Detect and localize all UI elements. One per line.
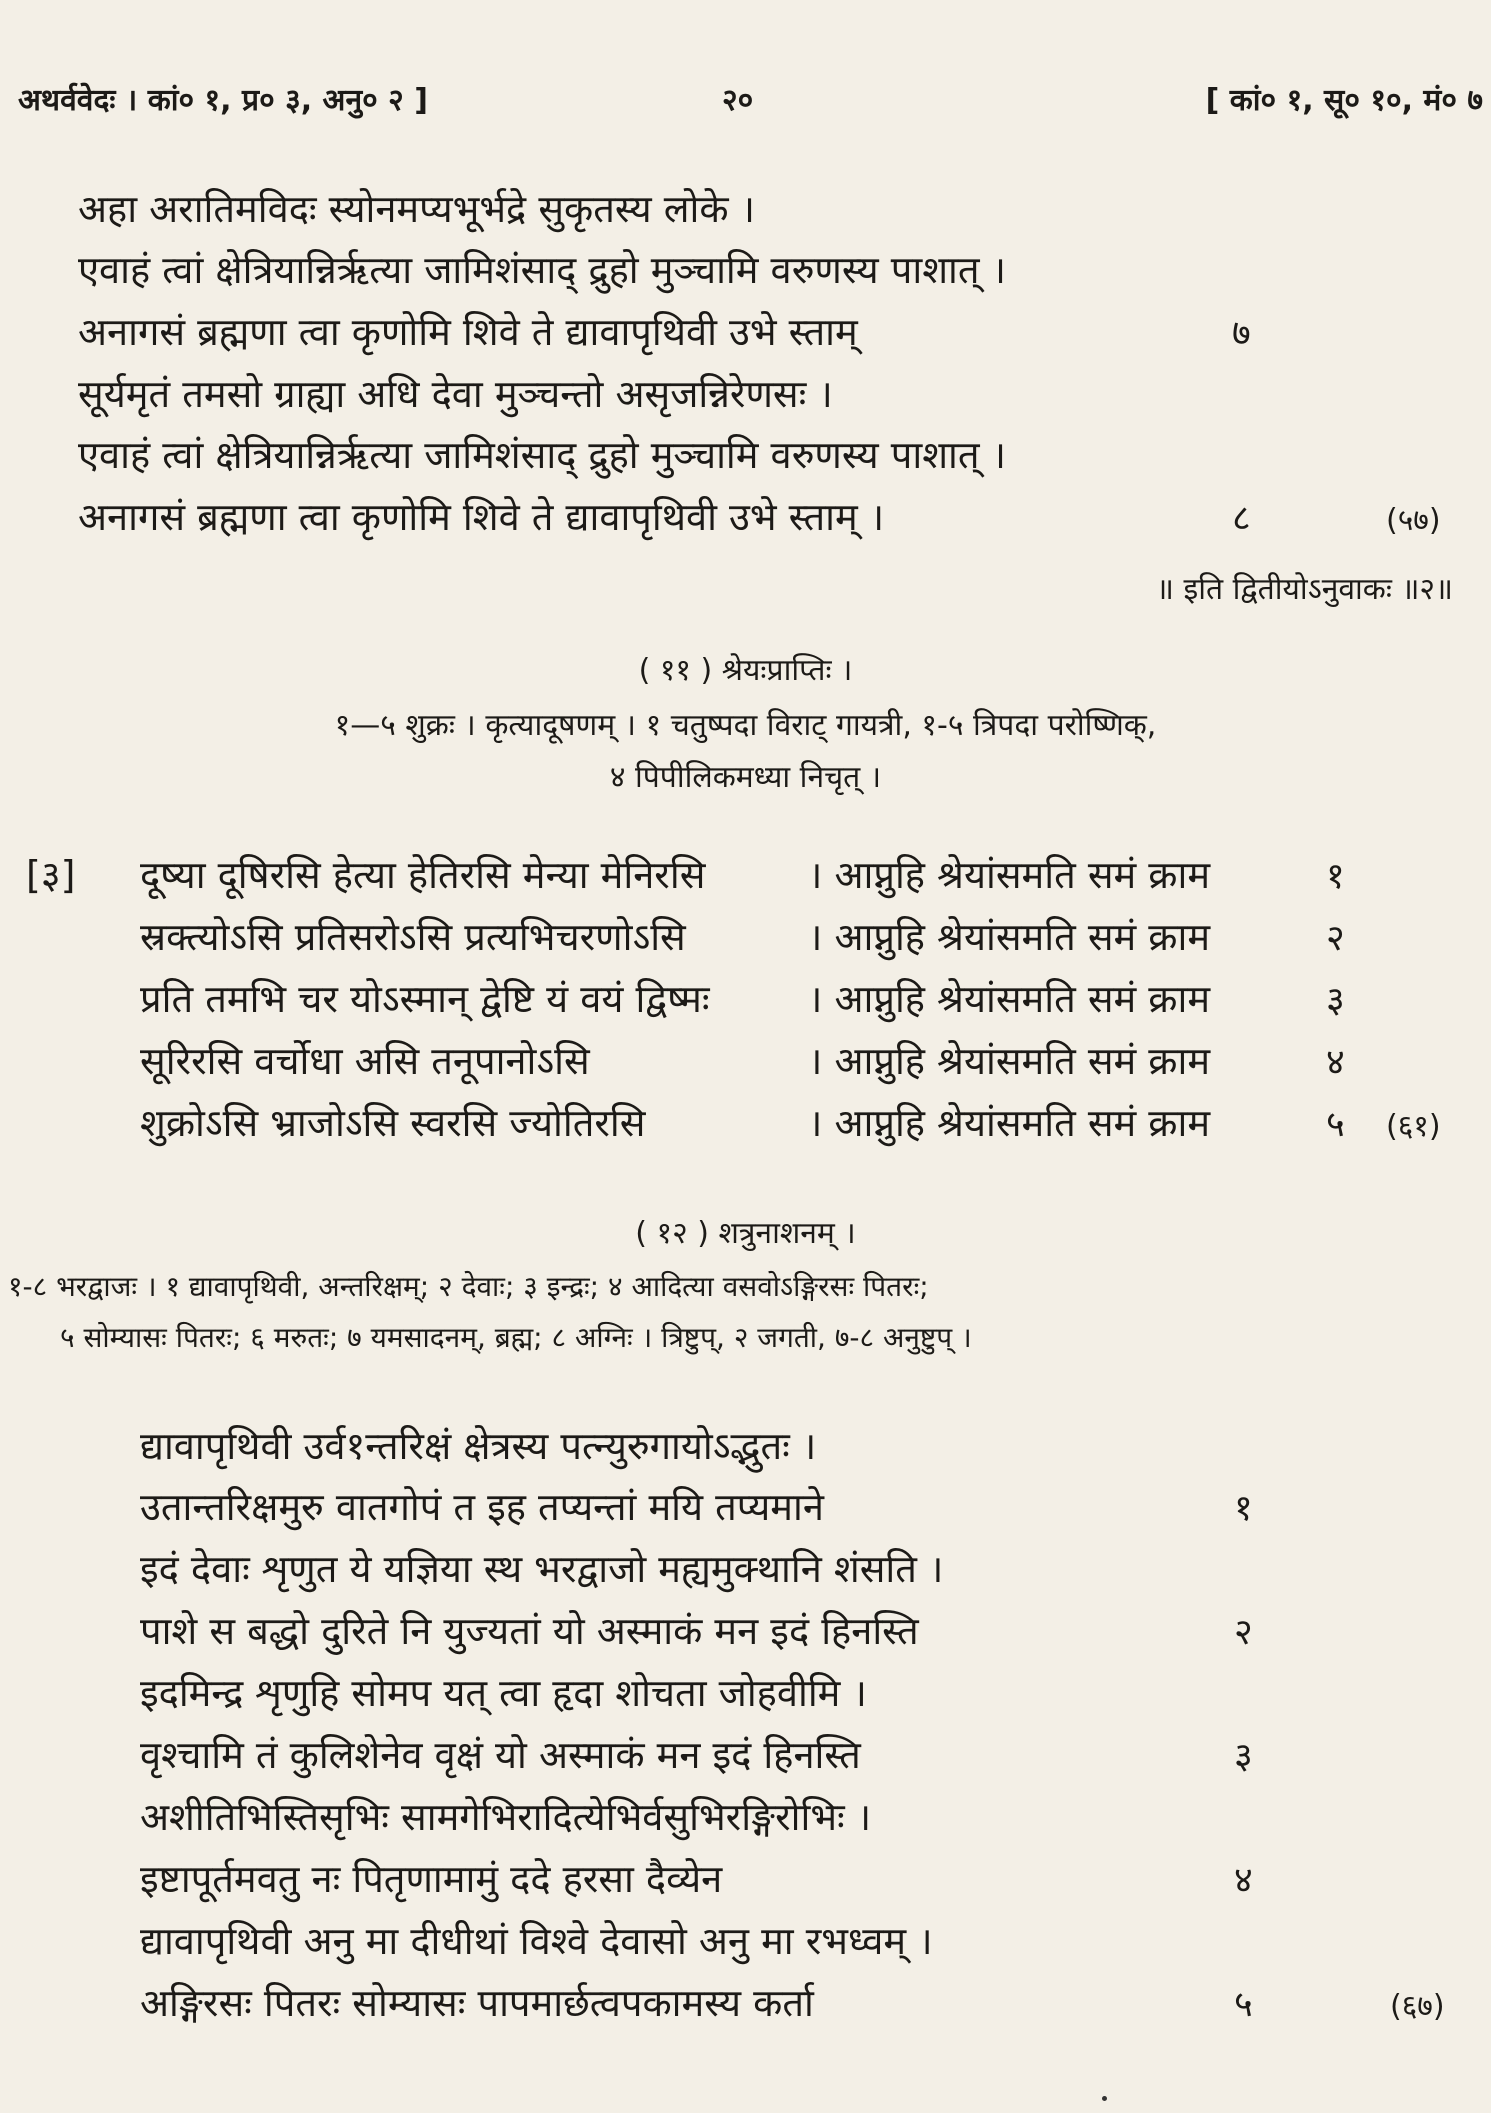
verse-number: ३: [1234, 1736, 1253, 1777]
verse-line: दूष्या दूषिरसि हेत्या हेतिरसि मेन्या मेनिरसि: [140, 853, 706, 897]
verse-line: पाशे स बद्धो दुरिते नि युज्यतां यो अस्माकं मन इदं हिनस्ति: [140, 1609, 919, 1653]
anuvaka-end: ॥ इति द्वितीयोऽनुवाकः ॥२॥: [1156, 572, 1453, 607]
verse-total: (६१): [1386, 1109, 1441, 1144]
verse-number: ५: [1234, 1984, 1253, 2025]
verse-number: ४: [1326, 1042, 1345, 1083]
verse-line: एवाहं त्वां क्षेत्रियान्निर्ऋत्या जामिशंसाद् द्रुहो मुञ्चामि वरुणस्य पाशात् ।: [78, 433, 1007, 477]
verse-number: २: [1234, 1612, 1253, 1653]
verse-number: १: [1234, 1488, 1253, 1529]
verse-line: अशीतिभिस्तिसृभिः सामगेभिरादित्येभिर्वसुभिरङ्गिरोभिः ।: [140, 1795, 872, 1839]
verse-line: अनागसं ब्रह्मणा त्वा कृणोमि शिवे ते द्यावापृथिवी उभे स्ताम् ।: [78, 495, 885, 539]
verse-refrain: । आप्नुहि श्रेयांसमति समं क्राम: [808, 1039, 1211, 1083]
verse-number: ५: [1326, 1104, 1345, 1145]
verse-line: वृश्चामि तं कुलिशेनेव वृक्षं यो अस्माकं मन इदं हिनस्ति: [140, 1733, 861, 1777]
running-head-right: [ कां० १, सू० १०, मं० ७: [1205, 83, 1483, 118]
sukta-title: ( १२ ) शत्रुनाशनम् ।: [635, 1216, 856, 1251]
verse-line: अहा अरातिमविदः स्योनमप्यभूर्भद्रे सुकृतस्य लोके ।: [78, 187, 756, 231]
verse-line: एवाहं त्वां क्षेत्रियान्निर्ऋत्या जामिशंसाद् द्रुहो मुञ्चामि वरुणस्य पाशात् ।: [78, 248, 1007, 292]
verse-number: २: [1326, 918, 1345, 959]
verse-line: स्रक्त्योऽसि प्रतिसरोऽसि प्रत्यभिचरणोऽसि: [140, 915, 686, 959]
verse-number: ८: [1232, 498, 1251, 539]
verse-line: उतान्तरिक्षमुरु वातगोपं त इह तप्यन्तां मयि तप्यमाने: [140, 1485, 824, 1529]
verse-line: इदं देवाः शृणुत ये यज्ञिया स्थ भरद्वाजो मह्यमुक्थानि शंसति ।: [140, 1547, 944, 1591]
sukta-meta: ४ पिपीलिकमध्या निचृत् ।: [609, 760, 882, 795]
verse-refrain: । आप्नुहि श्रेयांसमति समं क्राम: [808, 915, 1211, 959]
verse-line: अनागसं ब्रह्मणा त्वा कृणोमि शिवे ते द्यावापृथिवी उभे स्ताम्: [78, 310, 858, 354]
verse-number: ३: [1326, 980, 1345, 1021]
sukta-meta: १—५ शुक्रः । कृत्यादूषणम् । १ चतुष्पदा विराट् गायत्री, १-५ त्रिपदा परोष्णिक्,: [334, 708, 1157, 743]
verse-refrain: । आप्नुहि श्रेयांसमति समं क्राम: [808, 977, 1211, 1021]
verse-line: इष्टापूर्तमवतु नः पितृणामामुं ददे हरसा दैव्येन: [140, 1857, 723, 1901]
verse-line: सूर्यमृतं तमसो ग्राह्या अधि देवा मुञ्चन्तो असृजन्निरेणसः ।: [78, 372, 833, 416]
verse-line: शुक्रोऽसि भ्राजोऽसि स्वरसि ज्योतिरसि: [140, 1101, 646, 1145]
page-number: २०: [722, 83, 754, 118]
sukta-meta: ५ सोम्यासः पितरः; ६ मरुतः; ७ यमसादनम्, ब्रह्म; ८ अग्निः । त्रिष्टुप्, २ जगती, ७-८ अनुष्टुप् ।: [60, 1321, 972, 1354]
verse-line: प्रति तमभि चर योऽस्मान् द्वेष्टि यं वयं द्विष्मः: [140, 977, 710, 1021]
verse-line: अङ्गिरसः पितरः सोम्यासः पापमार्छत्वपकामस्य कर्ता: [140, 1981, 814, 2025]
ink-speck: [1102, 2096, 1107, 2101]
verse-total: (६७): [1390, 1989, 1445, 2024]
verse-line: इदमिन्द्र शृणुहि सोमप यत् त्वा हृदा शोचता जोहवीमि ।: [140, 1671, 867, 1715]
verse-number: ७: [1232, 313, 1251, 354]
anuvaka-marker: [३]: [26, 853, 76, 897]
verse-line: द्यावापृथिवी उर्व१न्तरिक्षं क्षेत्रस्य पत्न्युरुगायोऽद्भुतः ।: [140, 1424, 817, 1468]
verse-line: द्यावापृथिवी अनु मा दीधीथां विश्वे देवासो अनु मा रभध्वम् ।: [140, 1919, 933, 1963]
verse-refrain: । आप्नुहि श्रेयांसमति समं क्राम: [808, 1101, 1211, 1145]
sukta-title: ( ११ ) श्रेयःप्राप्तिः ।: [638, 653, 853, 688]
running-head-left: अथर्ववेदः । कां० १, प्र० ३, अनु० २ ]: [18, 83, 428, 118]
sukta-meta: १-८ भरद्वाजः । १ द्यावापृथिवी, अन्तरिक्षम्; २ देवाः; ३ इन्द्रः; ४ आदित्या वसवोऽङ्गिरसः पितरः;: [8, 1270, 929, 1303]
verse-number: १: [1326, 856, 1345, 897]
verse-refrain: । आप्नुहि श्रेयांसमति समं क्राम: [808, 853, 1211, 897]
verse-line: सूरिरसि वर्चोधा असि तनूपानोऽसि: [140, 1039, 590, 1083]
verse-total: (५७): [1386, 503, 1441, 538]
verse-number: ४: [1234, 1860, 1253, 1901]
